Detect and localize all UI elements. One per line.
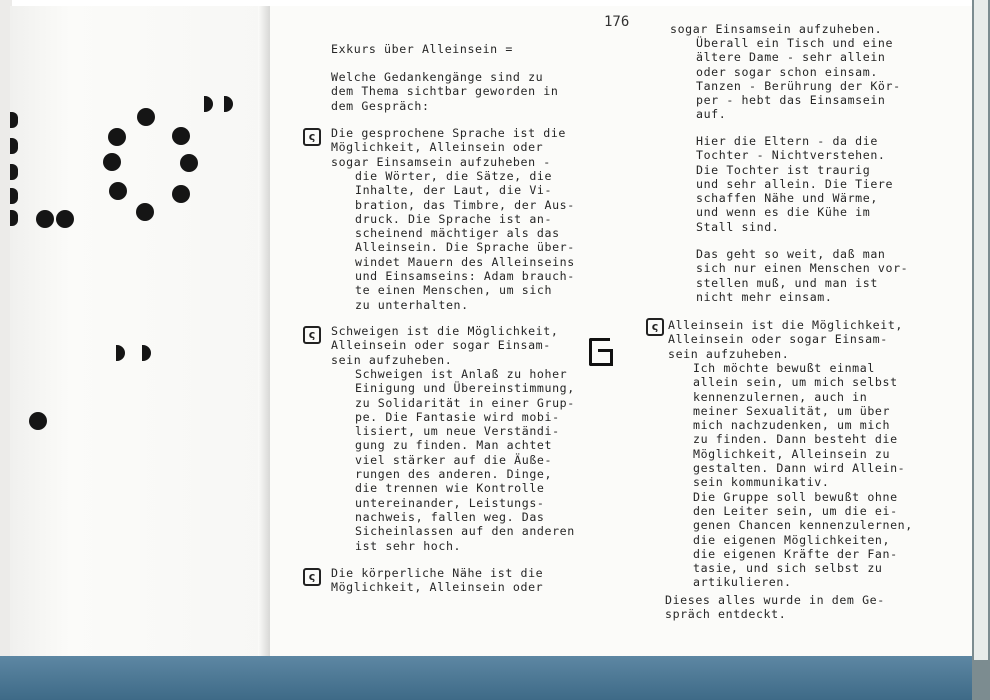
paragraph-closeness-continued: sogar Einsamsein aufzuheben. [670, 22, 883, 36]
paragraph-imagination: Das geht so weit, daß man sich nur einen Menschen vor- stellen muß, und man ist nicht mehr einsam. [696, 247, 909, 304]
book-spine [258, 6, 270, 656]
paragraph-solitude-body: Ich möchte bewußt einmal allein sein, um mich selbst kennenzulernen, auch in meiner Sexualität, um über mich nachzudenken, um mich zu finden. Dann besteht die Möglichkeit, Alleinsein zu gestalten. Dann wird Allein- sein kommunikativ. Die Gruppe soll bewußt ohne den Leiter sein, um die ei- genen Chancen kennenzulernen, die eigenen Möglichkeiten, die eigenen Kräfte der Fan- tasie, und sich selbst zu artikulieren. [693, 361, 913, 590]
paragraph-silence-body: Schweigen ist Anlaß zu hoher Einigung und Übereinstimmung, zu Solidarität in einer Grup- pe. Die Fantasie wird mobi- lisiert, um neue Verständi- gung zu finden. Man achtet viel stärker auf die Äuße- rungen des anderen. Dinge, die trennen wie Kontrolle untereinander, Leistungs- nachweis, fallen weg. Das Sicheinlassen auf den anderen ist sehr hoch. [355, 367, 575, 553]
paragraph-closeness-body: Überall ein Tisch und eine ältere Dame - sehr allein oder sogar schon einsam. Tanzen - Berührung der Kör- per - hebt das Einsamsein auf. [696, 36, 901, 122]
page-number: 176 [604, 14, 630, 30]
desk-background [0, 656, 990, 700]
closing-text: Dieses alles wurde in dem Ge- spräch entdeckt. [665, 593, 885, 622]
paragraph-parents: Hier die Eltern - da die Tochter - Nichtverstehen. Die Tochter ist traurig und sehr allein. Die Tiere schaffen Nähe und Wärme, und wenn es die Kühe im Stall sind. [696, 134, 894, 234]
spiral-symbol-icon: ς [303, 128, 321, 146]
spiral-symbol-icon: ς [303, 568, 321, 586]
spiral-symbol-icon: ς [646, 318, 664, 336]
paragraph-language-lead: Die gesprochene Sprache ist die Möglichkeit, Alleinsein oder sogar Einsamsein aufzuheben - [331, 126, 566, 169]
paragraph-closeness-lead: Die körperliche Nähe ist die Möglichkeit, Alleinsein oder [331, 566, 544, 595]
question-text: Welche Gedankengänge sind zu dem Thema sichtbar geworden in dem Gespräch: [331, 70, 559, 113]
paragraph-solitude-lead: Alleinsein ist die Möglichkeit, Alleinsein oder sogar Einsam- sein aufzuheben. [668, 318, 903, 361]
spiral-symbol-icon: ς [303, 326, 321, 344]
next-page-edge [974, 0, 988, 660]
paragraph-silence-lead: Schweigen ist die Möglichkeit, Alleinsein oder sogar Einsam- sein aufzuheben. [331, 324, 559, 367]
bracket-symbol-icon [589, 338, 610, 366]
paragraph-language-body: die Wörter, die Sätze, die Inhalte, der Laut, die Vi- bration, das Timbre, der Aus- druck. Die Sprache ist an- scheinend mächtiger als das Alleinsein. Die Sprache über- windet Mauern des Alleinseins und Einsamseins: Adam brauch- te einen Menschen, um sich zu unterhalten. [355, 169, 575, 312]
excursus-heading: Exkurs über Alleinsein = [331, 42, 513, 56]
